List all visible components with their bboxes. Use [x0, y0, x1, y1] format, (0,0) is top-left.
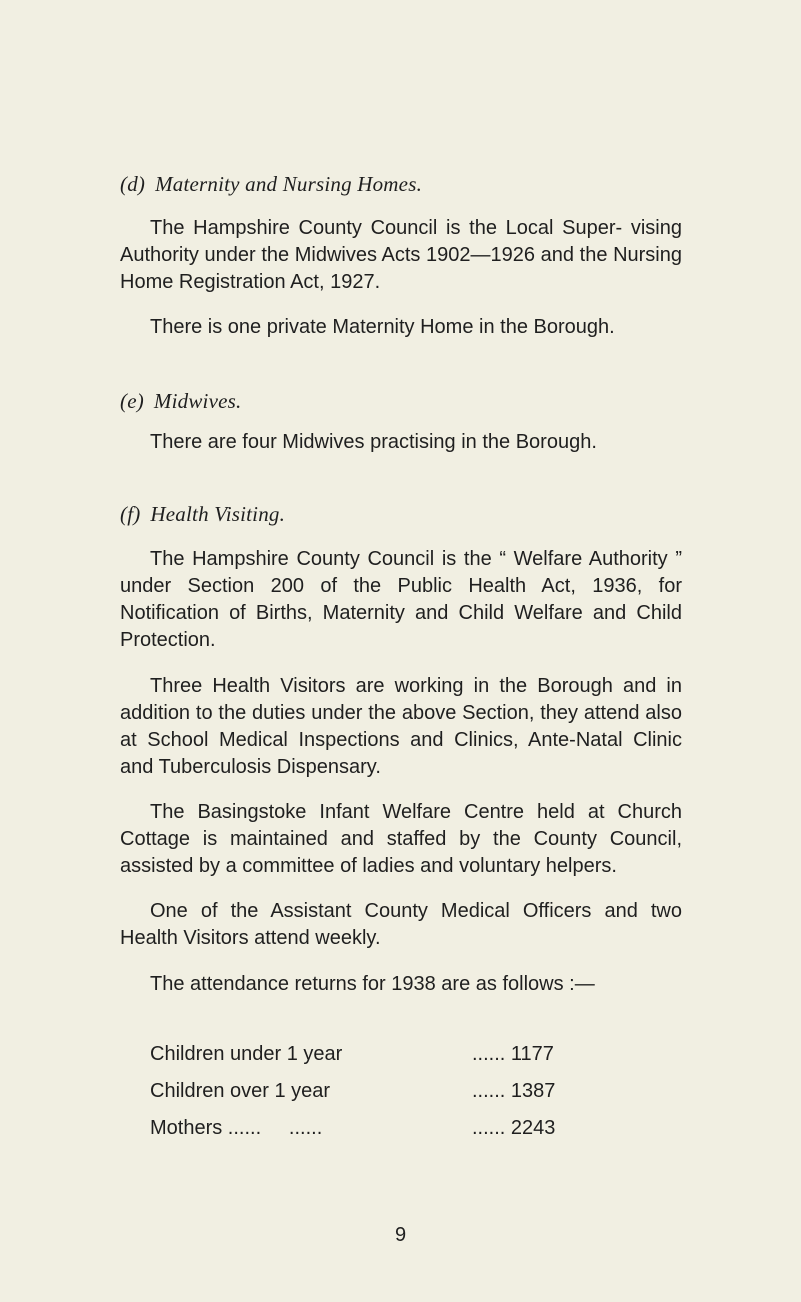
paragraph: The Hampshire County Council is the “ Welfare Authority ” under Section 200 of the Public Health Act, 1936, for Notification of Births, Maternity and Child Welfare and Child Protection.	[120, 548, 682, 651]
leader-dots: ......	[472, 1043, 506, 1065]
heading-maternity-nursing-homes	[120, 172, 422, 197]
table-row	[150, 1110, 610, 1147]
row-label: Children over 1 year	[150, 1080, 331, 1102]
row-label: Children under 1 year	[150, 1043, 343, 1065]
row-value	[472, 1043, 572, 1066]
heading-midwives	[120, 389, 241, 414]
heading-health-visiting	[120, 502, 285, 527]
row-value	[472, 1117, 572, 1140]
attendance-table	[150, 1036, 610, 1147]
page-number: 9	[394, 1224, 407, 1246]
section-letter: (f)	[120, 502, 141, 526]
row-number: 1387	[510, 1080, 556, 1102]
leader-dots: ......	[472, 1117, 506, 1139]
row-value	[472, 1080, 572, 1103]
paragraph: There are four Midwives practising in the Borough.	[150, 431, 597, 453]
section-title: Maternity and Nursing Homes.	[155, 172, 423, 196]
section-letter: (d)	[120, 172, 146, 196]
table-row	[150, 1036, 610, 1073]
row-label: Mothers ...... ......	[150, 1117, 323, 1139]
section-letter: (e)	[120, 389, 144, 413]
row-number: 2243	[510, 1117, 556, 1139]
table-row	[150, 1073, 610, 1110]
paragraph: One of the Assistant County Medical Officers and two Health Visitors attend weekly.	[120, 900, 682, 949]
paragraph: There is one private Maternity Home in the Borough.	[150, 316, 615, 338]
paragraph: The attendance returns for 1938 are as follows :—	[150, 973, 595, 995]
paragraph: The Hampshire County Council is the Local Super- vising Authority under the Midwives Acts 1902—1926 and the Nursing Home Registration Act, 1927.	[120, 217, 682, 293]
paragraph: Three Health Visitors are working in the Borough and in addition to the duties under the above Section, they attend also at School Medical Inspections and Clinics, Ante-Natal Clinic and Tuberculosis Dispensary.	[120, 675, 682, 778]
row-number: 1177	[510, 1043, 554, 1065]
section-title: Midwives.	[153, 389, 242, 413]
paragraph: The Basingstoke Infant Welfare Centre held at Church Cottage is maintained and staffed by the County Council, assisted by a committee of ladies and voluntary helpers.	[120, 801, 682, 877]
leader-dots: ......	[472, 1080, 506, 1102]
section-title: Health Visiting.	[150, 502, 286, 526]
